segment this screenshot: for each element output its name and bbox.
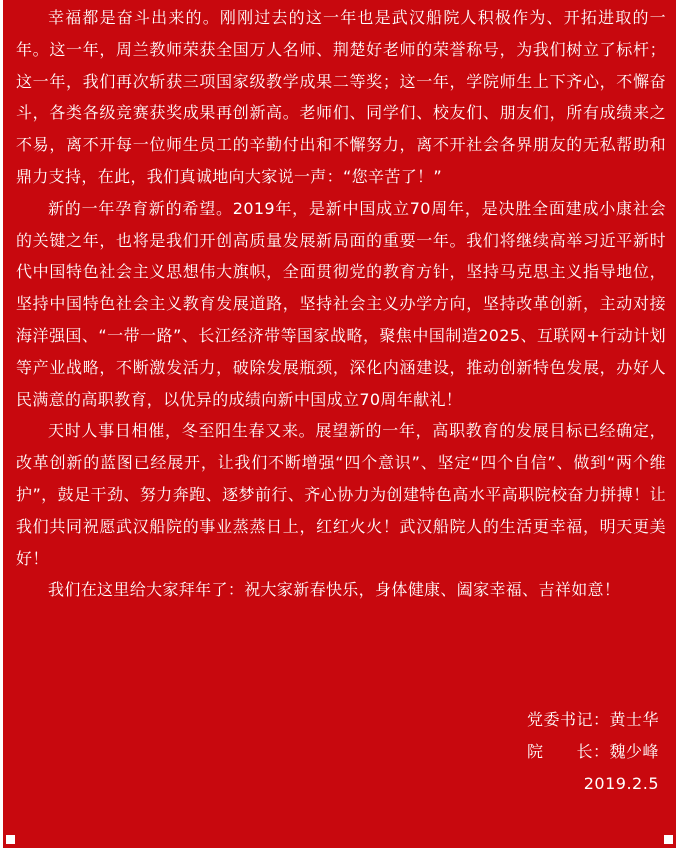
paragraph-greeting: 我们在这里给大家拜年了：祝大家新春快乐，身体健康、阖家幸福、吉祥如意！: [48, 580, 621, 600]
paragraph-new-year-hope: 新的一年孕育新的希望。2019年，是新中国成立70周年，是决胜全面建成小康社会的关键之年，也将是我们开创高质量发展新局面的重要一年。我们将继续高举习近平新时代中国特色社会主义思想伟大旗帜，全面贯彻党的教育方针，坚持马克思主义指导地位，坚持中国特色社会主义教育发展道路，坚持社会主义办学方向，坚持改革创新，主动对接海洋强国、“一带一路”、长江经济带等国家战略，聚焦中国制造2025、互联网+行动计划等产业战略，不断激发活力，破除发展瓶颈，深化内涵建设，推动创新特色发展，办好人民满意的高职教育，以优异的成绩向新中国成立70周年献礼！: [16, 198, 666, 409]
letter-body: [16, 2, 666, 606]
signature-president: 院 长：魏少峰: [526, 742, 659, 761]
paragraph-achievements: 幸福都是奋斗出来的。刚刚过去的这一年也是武汉船院人积极作为、开拓进取的一年。这一年，周兰教师荣获全国万人名师、荆楚好老师的荣誉称号，为我们树立了标杆；这一年，我们再次斩获三项国家级教学成果二等奖；这一年，学院师生上下齐心，不懈奋斗，各类各级竞赛获奖成果再创新高。老师们、同学们、校友们、朋友们，所有成绩来之不易，离不开每一位师生员工的辛勤付出和不懈努力，离不开社会各界朋友的无私帮助和鼎力支持，在此，我们真诚地向大家说一声：“您辛苦了！”: [16, 8, 666, 186]
signature-party-secretary: 党委书记：黄士华: [526, 710, 659, 729]
paragraph-outlook: 天时人事日相催，冬至阳生春又来。展望新的一年，高职教育的发展目标已经确定，改革创新的蓝图已经展开，让我们不断增强“四个意识”、坚定“四个自信”、做到“两个维护”，鼓足干劲、努力奔跑、逐梦前行、齐心协力为创建特色高水平高职院校奋力拼搏！让我们共同祝愿武汉船院的事业蒸蒸日上，红红火火！武汉船院人的生活更幸福，明天更美好！: [16, 421, 666, 568]
signature-date: 2019.2.5: [583, 774, 659, 793]
corner-marker-left: [6, 835, 15, 844]
corner-marker-right: [664, 835, 673, 844]
